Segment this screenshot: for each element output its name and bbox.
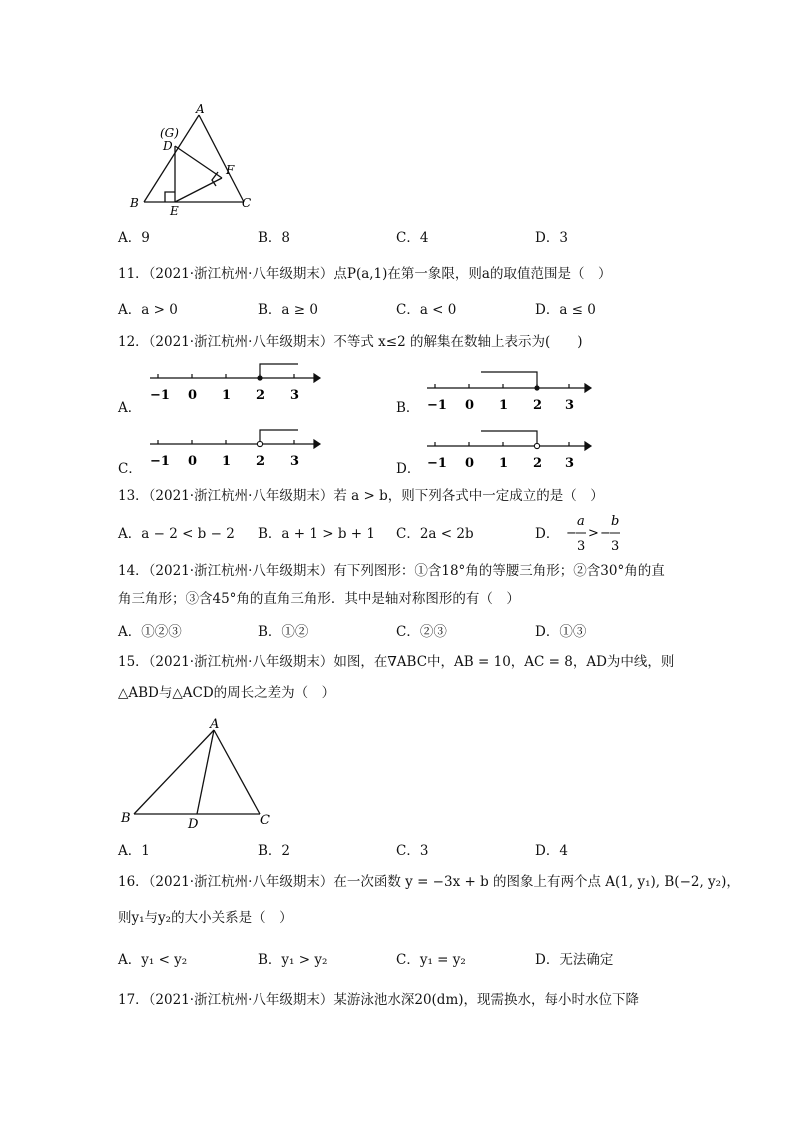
q12-option-b[interactable]: B． [396,400,420,416]
tick-1: 1 [222,388,232,403]
tick-0: 0 [188,454,198,469]
tick-neg1: −1 [150,388,170,403]
q10-option-d[interactable]: D．3 [535,230,568,246]
q15-option-b[interactable]: B．2 [258,843,291,859]
q10-option-b[interactable]: B．8 [258,230,291,246]
q14-option-b[interactable]: B．①② [258,624,309,640]
tick-2: 2 [533,398,543,413]
number-line-a [148,358,323,404]
greater-sign: > [588,526,599,541]
tick-2: 2 [256,454,266,469]
q11-option-a[interactable]: A．a > 0 [118,302,178,318]
label-d: D [163,139,173,153]
q16-option-b[interactable]: B．y₁ > y₂ [258,952,328,968]
label-g: (G) [160,126,179,140]
tick-neg1: −1 [427,456,447,471]
q17-text: 17．（2021·浙江杭州·八年级期末）某游泳池水深20(dm)，现需换水，每小时水位下降 [118,992,640,1008]
q14-option-d[interactable]: D．①③ [535,624,587,640]
q14-line1: 14．（2021·浙江杭州·八年级期末）有下列图形：①含18°角的等腰三角形；②含30°角的直 [118,563,665,579]
q12-option-d[interactable]: D． [396,461,421,477]
tick-3: 3 [565,398,575,413]
q16-option-c[interactable]: C．y₁ = y₂ [396,952,466,968]
q14-line2: 角三角形；③含45°角的直角三角形．其中是轴对称图形的有（ ） [118,591,520,607]
label-b: B [121,811,131,826]
q11-text: 11．（2021·浙江杭州·八年级期末）点P(a,1)在第一象限，则a的取值范围是（ ） [118,266,612,282]
number-line-d [425,426,600,472]
tick-0: 0 [188,388,198,403]
q12-option-a[interactable]: A． [118,400,142,416]
numerator-a: a [577,514,585,529]
denominator-b: 3 [611,539,620,554]
figure-triangle-abc-median [118,712,278,832]
q13-option-d-letter: D． [535,526,560,542]
q13-option-d[interactable] [535,524,559,544]
q14-option-a[interactable]: A．①②③ [118,624,182,640]
tick-2: 2 [533,456,543,471]
tick-0: 0 [465,398,475,413]
q11-option-d[interactable]: D．a ≤ 0 [535,302,596,318]
tick-1: 1 [499,398,509,413]
q16-option-a[interactable]: A．y₁ < y₂ [118,952,188,968]
tick-3: 3 [290,454,300,469]
q15-option-d[interactable]: D．4 [535,843,568,859]
q15-line1: 15．（2021·浙江杭州·八年级期末）如图，在∇ABC中，AB = 10，AC = 8，AD为中线，则 [118,654,675,670]
tick-neg1: −1 [427,398,447,413]
q10-option-c[interactable]: C．4 [396,230,429,246]
number-line-b [425,368,600,414]
q11-option-b[interactable]: B．a ≥ 0 [258,302,318,318]
q13-text: 13．（2021·浙江杭州·八年级期末）若 a > b，则下列各式中一定成立的是（ ） [118,488,604,504]
q12-option-c[interactable]: C． [118,461,142,477]
q13-option-b[interactable]: B．a + 1 > b + 1 [258,526,375,542]
q16-line2: 则y₁与y₂的大小关系是（ ） [118,910,293,926]
number-line-c [148,424,323,470]
tick-1: 1 [222,454,232,469]
label-f: F [226,163,235,177]
label-e: E [170,204,179,218]
denominator-a: 3 [577,539,586,554]
q15-option-a[interactable]: A．1 [118,843,150,859]
label-a: A [210,717,220,732]
label-d: D [188,817,199,832]
label-c: C [242,196,252,210]
tick-neg1: −1 [150,454,170,469]
tick-0: 0 [465,456,475,471]
q11-option-c[interactable]: C．a < 0 [396,302,457,318]
q13-option-c[interactable]: C．2a < 2b [396,526,474,542]
tick-1: 1 [499,456,509,471]
label-a: A [196,102,205,116]
q16-line1: 16．（2021·浙江杭州·八年级期末）在一次函数 y = −3x + b 的图象上有两个点 A(1, y₁), B(−2, y₂)， [118,874,740,890]
q16-option-d[interactable]: D．无法确定 [535,952,614,968]
tick-3: 3 [565,456,575,471]
label-b: B [130,196,139,210]
q14-option-c[interactable]: C．②③ [396,624,447,640]
q15-line2: △ABD与△ACD的周长之差为（ ） [118,685,336,701]
minus-sign-b: − [600,526,611,541]
minus-sign: − [566,526,577,541]
q15-option-c[interactable]: C．3 [396,843,429,859]
figure-triangle-def [120,100,270,220]
tick-2: 2 [256,388,266,403]
q13-option-d-fraction [566,512,626,556]
q12-text: 12．（2021·浙江杭州·八年级期末）不等式 x≤2 的解集在数轴上表示为( ) [118,334,583,350]
q10-option-a[interactable]: A．9 [118,230,150,246]
tick-3: 3 [290,388,300,403]
label-c: C [260,813,270,828]
q13-option-a[interactable]: A．a − 2 < b − 2 [118,526,235,542]
numerator-b: b [611,514,620,529]
